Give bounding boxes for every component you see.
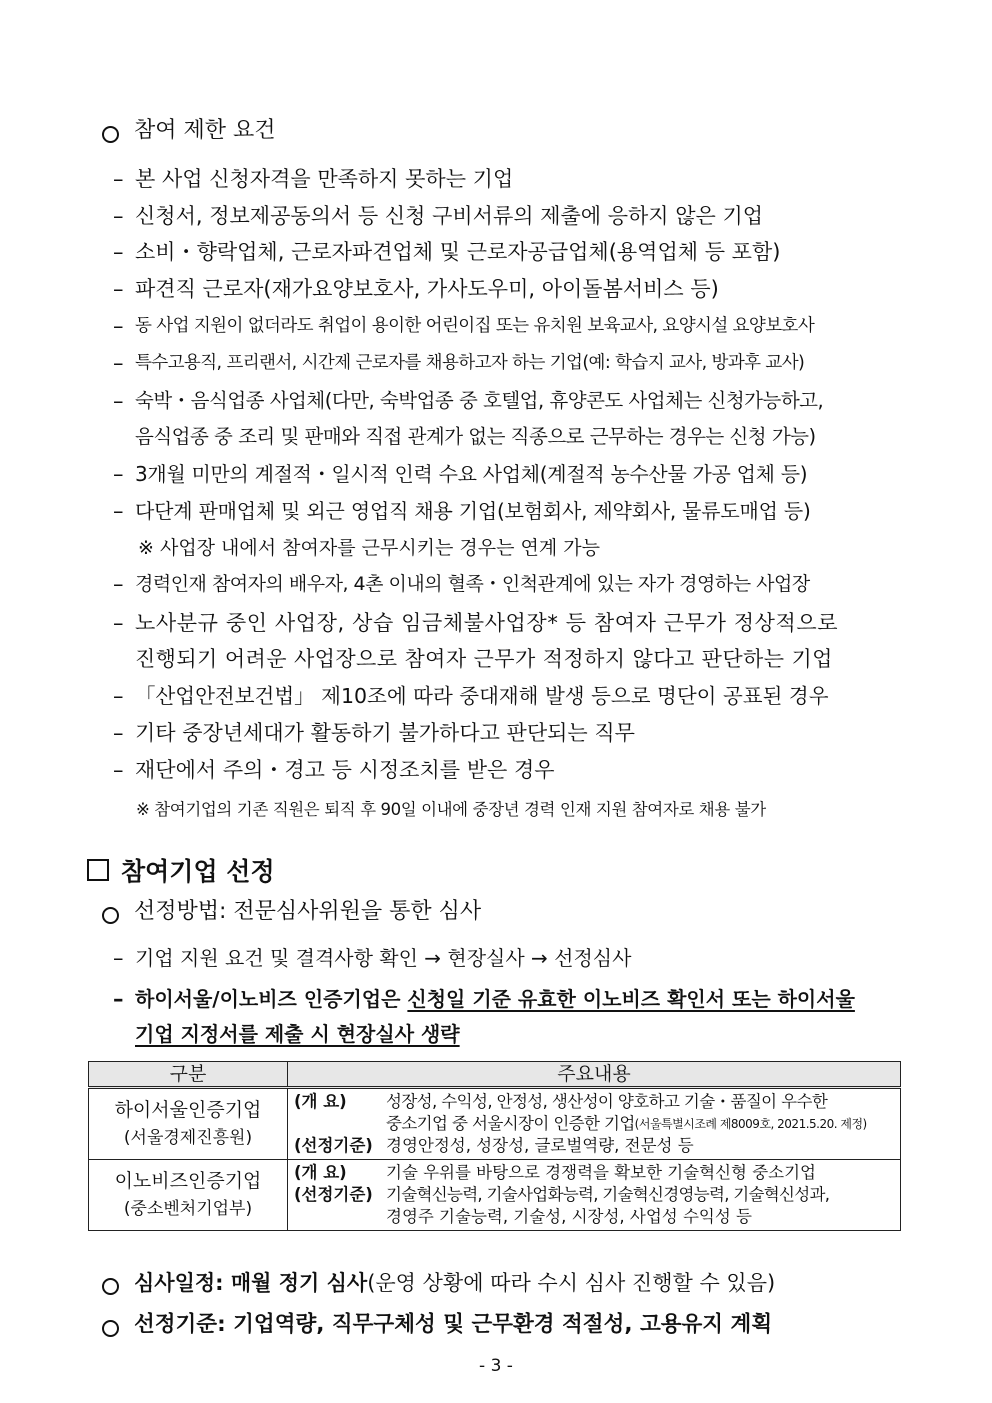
- category-org: (서울경제진흥원): [123, 1128, 253, 1148]
- restriction-item: 재단에서 주의・경고 등 시정조치를 받은 경우: [135, 758, 555, 782]
- content-text: 경영안정성, 성장성, 글로벌역량, 전문성 등: [386, 1136, 694, 1155]
- restriction-item: 특수고용직, 프리랜서, 시간제 근로자를 채용하고자 하는 기업(예: 학습지 교사, 방과후 교사): [135, 353, 805, 373]
- restriction-item: 3개월 미만의 계절적・일시적 인력 수요 사업체(계절적 농수산물 가공 업체 등): [135, 462, 808, 486]
- schedule-line: [134, 1270, 775, 1296]
- restriction-item-continued: 진행되기 어려운 사업장으로 참여자 근무가 적정하지 않다고 판단하는 기업: [135, 647, 833, 671]
- table-cell-category: [89, 1160, 288, 1231]
- selection-method-item-underlined: 신청일 기준 유효한 이노비즈 확인서 또는 하이서울: [407, 987, 855, 1011]
- dash-icon: –: [113, 987, 124, 1011]
- category-org: (중소벤처기업부): [123, 1199, 253, 1219]
- section-title-selection: [87, 856, 275, 888]
- content-row: [294, 1162, 894, 1184]
- content-text: 성장성, 수익성, 안정성, 생산성이 양호하고 기술・품질이 우수한: [386, 1092, 828, 1111]
- checkbox-square-icon: [87, 859, 109, 881]
- selection-method-item-bold: [135, 986, 855, 1012]
- table-header-row: [89, 1062, 901, 1088]
- content-row: [294, 1113, 894, 1135]
- restriction-item: 본 사업 신청자격을 만족하지 못하는 기업: [135, 167, 514, 191]
- dash-icon: –: [113, 721, 124, 745]
- selection-method-item-lead: 하이서울/이노비즈 인증기업은: [135, 987, 408, 1011]
- dash-icon: –: [113, 277, 124, 301]
- dash-icon: –: [113, 167, 124, 191]
- dash-icon: –: [113, 240, 124, 264]
- bullet-circle-icon: [102, 126, 119, 143]
- restriction-item: 숙박・음식업종 사업체(다만, 숙박업종 중 호텔업, 휴양콘도 사업체는 신청가능하고,: [135, 389, 824, 412]
- dash-icon: –: [113, 204, 124, 228]
- bullet-circle-icon: [102, 1278, 119, 1295]
- section-title-text: 참여기업 선정: [121, 857, 275, 886]
- restriction-item: 동 사업 지원이 없더라도 취업이 용이한 어린이집 또는 유치원 보육교사, 요양시설 요양보호사: [135, 316, 815, 336]
- restriction-item: 노사분규 중인 사업장, 상습 임금체불사업장* 등 참여자 근무가 정상적으로: [135, 611, 839, 635]
- criteria-heading: 선정기준: 기업역량, 직무구체성 및 근무환경 적절성, 고용유지 계획: [134, 1312, 773, 1337]
- content-row: [294, 1206, 894, 1228]
- table-row: [89, 1160, 901, 1231]
- dash-icon: –: [113, 389, 124, 413]
- dash-icon: –: [113, 684, 124, 708]
- section-heading-restrictions: 참여 제한 요건: [134, 118, 276, 143]
- table-row: [89, 1088, 901, 1160]
- category-name: 하이서울인증기업: [114, 1099, 262, 1121]
- bullet-circle-icon: [102, 1320, 119, 1337]
- bullet-circle-icon: [102, 907, 119, 924]
- dash-icon: –: [113, 314, 124, 338]
- restriction-item: 경력인재 참여자의 배우자, 4촌 이내의 혈족・인척관계에 있는 자가 경영하는 사업장: [135, 573, 810, 595]
- table-header-content: 주요내용: [288, 1062, 901, 1088]
- restriction-item-continued: 음식업종 중 조리 및 판매와 직접 관계가 없는 직종으로 근무하는 경우는 신청 가능): [135, 425, 816, 448]
- content-label: (선정기준): [294, 1136, 373, 1155]
- content-label: (개 요): [294, 1092, 347, 1111]
- content-text: 기술 우위를 바탕으로 경쟁력을 확보한 기술혁신형 중소기업: [386, 1163, 816, 1182]
- dash-icon: –: [113, 572, 124, 596]
- content-row: [294, 1184, 894, 1206]
- restriction-note: ※ 사업장 내에서 참여자를 근무시키는 경우는 연계 가능: [138, 537, 600, 559]
- dash-icon: –: [113, 499, 124, 523]
- content-text: 중소기업 중 서울시장이 인증한 기업: [386, 1114, 635, 1133]
- page-number: - 3 -: [479, 1356, 513, 1376]
- restriction-item: 다단계 판매업체 및 외근 영업직 채용 기업(보험회사, 제약회사, 물류도매업 등): [135, 499, 811, 523]
- content-text: 경영주 기술능력, 기술성, 시장성, 사업성 수익성 등: [386, 1207, 752, 1226]
- content-text: 기술혁신능력, 기술사업화능력, 기술혁신경영능력, 기술혁신성과,: [386, 1185, 830, 1204]
- selection-method-heading: 선정방법: 전문심사위원을 통한 심사: [134, 899, 482, 924]
- table-cell-category: [89, 1088, 288, 1160]
- certification-table: [88, 1061, 901, 1231]
- content-row: [294, 1135, 894, 1157]
- table-cell-content: [288, 1088, 901, 1160]
- content-label: (선정기준): [294, 1185, 373, 1204]
- restriction-footnote: ※ 참여기업의 기존 직원은 퇴직 후 90일 이내에 중장년 경력 인재 지원 참여자로 채용 불가: [136, 800, 766, 819]
- selection-method-item-underlined-continued: 기업 지정서를 제출 시 현장실사 생략: [135, 1022, 460, 1046]
- restriction-item: 파견직 근로자(재가요양보호사, 가사도우미, 아이돌봄서비스 등): [135, 277, 719, 301]
- dash-icon: –: [113, 351, 124, 375]
- restriction-item: 기타 중장년세대가 활동하기 불가하다고 판단되는 직무: [135, 721, 635, 745]
- content-label: (개 요): [294, 1163, 347, 1182]
- selection-method-item: 기업 지원 요건 및 결격사항 확인 → 현장실사 → 선정심사: [135, 946, 632, 970]
- dash-icon: –: [113, 946, 124, 970]
- schedule-detail: (운영 상황에 따라 수시 심사 진행할 수 있음): [367, 1271, 776, 1295]
- dash-icon: –: [113, 611, 124, 635]
- content-small-text: (서울특별시조례 제8009호, 2021.5.20. 제정): [634, 1117, 867, 1131]
- category-name: 이노비즈인증기업: [114, 1170, 262, 1192]
- restriction-item: 「산업안전보건법」 제10조에 따라 중대재해 발생 등으로 명단이 공표된 경우: [135, 684, 829, 708]
- content-row: [294, 1091, 894, 1113]
- table-header-category: 구분: [89, 1062, 288, 1088]
- restriction-item: 신청서, 정보제공동의서 등 신청 구비서류의 제출에 응하지 않은 기업: [135, 204, 764, 228]
- dash-icon: –: [113, 462, 124, 486]
- dash-icon: –: [113, 758, 124, 782]
- restriction-item: 소비・향락업체, 근로자파견업체 및 근로자공급업체(용역업체 등 포함): [135, 240, 781, 264]
- table-cell-content: [288, 1160, 901, 1231]
- schedule-heading: 심사일정: 매월 정기 심사: [134, 1271, 368, 1295]
